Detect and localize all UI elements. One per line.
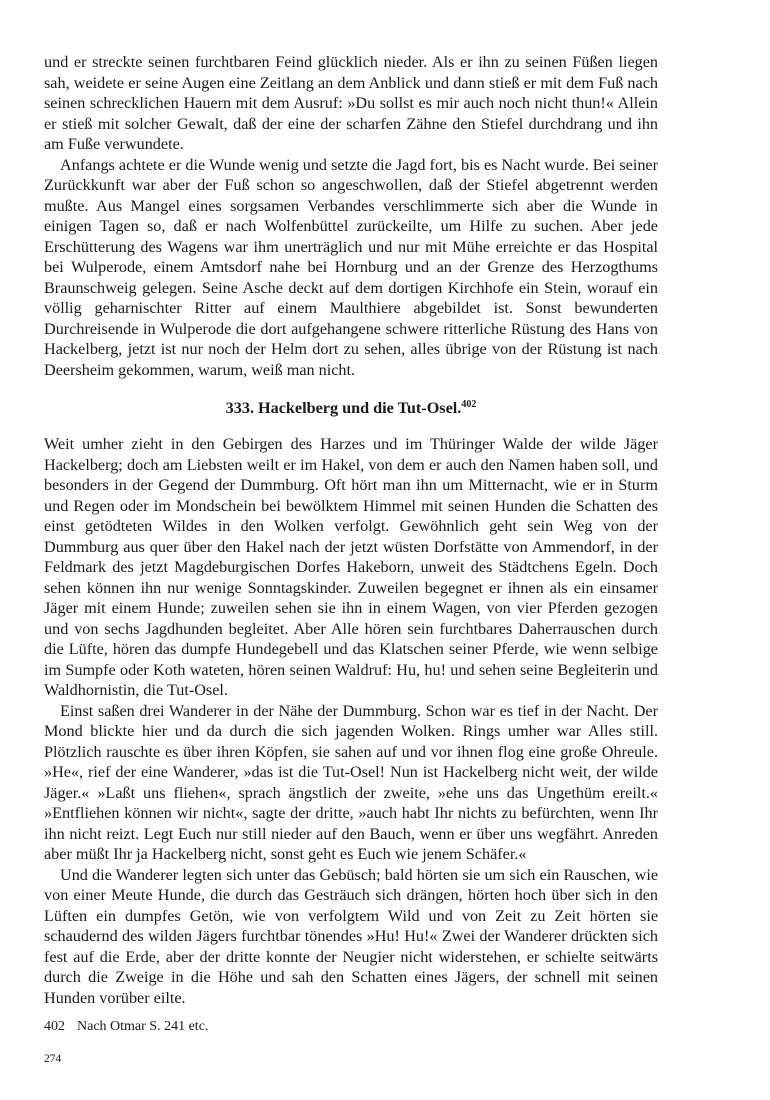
footnote <box>44 1018 658 1036</box>
page-number: 274 <box>44 1053 62 1065</box>
section-heading-text: 333. Hackelberg und die Tut-Osel. <box>225 399 462 417</box>
page-content <box>44 52 658 1036</box>
paragraph: Und die Wanderer legten sich unter das Gebüsch; bald hörten sie um sich ein Rauschen, wie von einer Meute Hunde, die durch das Gesträuch sich drängen, hörten hoch über sich in den Lüften ein dumpfes Getön, wie von verfolgtem Wild und von Zeit zu Zeit hörten sie schaudernd des wilden Jägers furchtbar tönendes »Hu! Hu!« Zwei der Wanderer drückten sich fest auf die Erde, aber der dritte konnte der Neugier nicht widerstehen, er schielte seitwärts durch die Zweige in die Höhe und sah den Schatten eines Jägers, der schnell mit seinen Hunden vorüber eilte. <box>44 865 658 1007</box>
section-body <box>44 434 658 1008</box>
footnote-text: Nach Otmar S. 241 etc. <box>77 1019 209 1034</box>
paragraph: Anfangs achtete er die Wunde wenig und setzte die Jagd fort, bis es Nacht wurde. Bei seiner Zurückkunft war aber der Fuß schon so angeschwollen, daß der Stiefel abgetrennt werden mußte. Aus Mangel eines sorgsamen Verbandes verschlimmerte sich aber die Wunde in einigen Tagen so, daß er nach Wolfenbüttel zurückeilte, um Hilfe zu suchen. Aber jede Erschütterung des Wagens war ihm unerträglich und nur mit Mühe erreichte er das Hospital bei Wulperode, einem Amtsdorf nahe bei Hornburg und an der Grenze des Herzogthums Braunschweig gelegen. Seine Asche deckt auf dem dortigen Kirchhofe ein Stein, worauf ein völlig geharnischter Ritter auf einem Maulthiere abgebildet ist. Sonst bewunderten Durchreisende in Wulperode die dort aufgehangene schwere ritterliche Rüstung des Hans von Hackelberg, jetzt ist nur noch der Helm dort zu sehen, alles übrige von der Rüstung ist nach Deersheim gekommen, warum, weiß man nicht. <box>44 155 658 379</box>
footnote-number: 402 <box>44 1019 65 1034</box>
section-continuation <box>44 52 658 380</box>
paragraph: und er streckte seinen furchtbaren Feind glücklich nieder. Als er ihn zu seinen Füßen liegen sah, weidete er seine Augen eine Zeitlang an dem Anblick und dann stieß er mit dem Fuß nach seinen schrecklichen Hauern mit dem Ausruf: »Du sollst es mir auch noch nicht thun!« Allein er stieß mit solcher Gewalt, daß der eine der scharfen Zähne den Stiefel durchdrang und ihn am Fuße verwundete. <box>44 53 658 153</box>
footnote-reference[interactable]: 402 <box>461 399 477 410</box>
paragraph: Weit umher zieht in den Gebirgen des Harzes und im Thüringer Walde der wilde Jäger Hackelberg; doch am Liebsten weilt er im Hakel, von dem er auch den Namen haben soll, und besonders in der Gegend der Dummburg. Oft hört man ihn um Mitternacht, wie er in Sturm und Regen oder im Mondschein bei bewölktem Himmel mit seinen Hunden die Schatten des einst getödteten Wildes in den Wolken verfolgt. Gewöhnlich geht sein Weg von der Dummburg aus quer über den Hakel nach der jetzt wüsten Dorfstätte von Ammendorf, in der Feldmark des jetzt Magdeburgischen Dorfes Hakeborn, unweit des Städtchens Egeln. Doch sehen können ihn nur wenige Sonntagskinder. Zuweilen begegnet er ihnen als ein einsamer Jäger mit einem Hunde; zuweilen sehen sie ihn in einem Wagen, von vier Pferden gezogen und von sechs Jagdhunden begleitet. Aber Alle hören sein furchtbares Daherrauschen durch die Lüfte, hören das dumpfe Hundegebell und das Klatschen seiner Pferde, wie wenn selbige im Sumpfe oder Koth wateten, hören seinen Waldruf: Hu, hu! und sehen seine Begleiterin und Waldhornistin, die Tut-Osel. <box>44 435 658 699</box>
section-heading <box>44 398 658 418</box>
paragraph: Einst saßen drei Wanderer in der Nähe der Dummburg. Schon war es tief in der Nacht. Der Mond blickte hier und da durch die sich jagenden Wolken. Rings umher war Alles still. Plötzlich rauschte es über ihren Köpfen, sie sahen auf und vor ihnen flog eine große Ohreule. »He«, rief der eine Wanderer, »das ist die Tut-Osel! Nun ist Hackelberg nicht weit, der wilde Jäger.« »Laßt uns fliehen«, sprach ängstlich der zweite, »ehe uns das Ungethüm ereilt.« »Entfliehen können wir nicht«, sagte der dritte, »auch habt Ihr nichts zu befürchten, wenn Ihr ihn nicht reizt. Legt Euch nur still nieder auf den Bauch, wenn er über uns wegfährt. Anreden aber müßt Ihr ja Hackelberg nicht, sonst geht es Euch wie jenem Schäfer.« <box>44 701 658 863</box>
